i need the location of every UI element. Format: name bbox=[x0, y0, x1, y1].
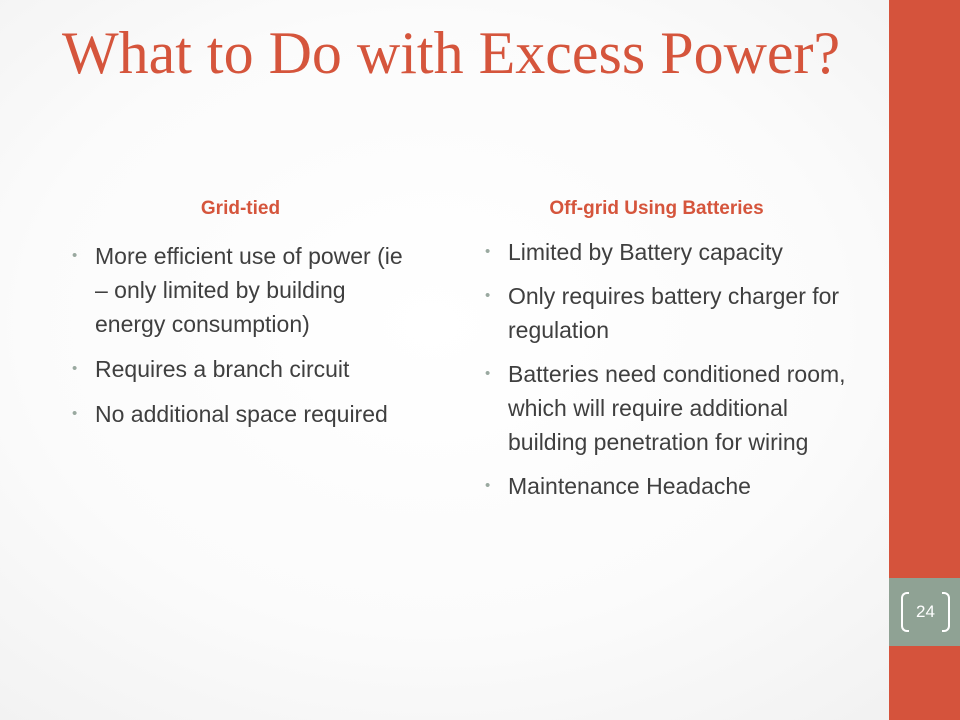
bullet-text: Batteries need conditioned room, which will require additional building penetration for wiring bbox=[508, 361, 846, 455]
bullet-item bbox=[485, 235, 855, 269]
column-heading-grid-tied: Grid-tied bbox=[200, 198, 281, 219]
bullet-item bbox=[485, 469, 855, 503]
bullet-dot-icon: • bbox=[485, 243, 491, 260]
bullet-text: Limited by Battery capacity bbox=[508, 239, 783, 265]
slide-title: What to Do with Excess Power? bbox=[62, 20, 841, 86]
bullet-text: Requires a branch circuit bbox=[95, 356, 350, 382]
bullet-dot-icon: • bbox=[485, 287, 491, 304]
column-heading-off-grid: Off-grid Using Batteries bbox=[549, 198, 764, 219]
bullet-dot-icon: • bbox=[485, 477, 491, 494]
bullet-text: Maintenance Headache bbox=[508, 473, 751, 499]
bullet-item bbox=[485, 279, 855, 347]
bullet-dot-icon: • bbox=[72, 405, 78, 422]
bullet-text: Only requires battery charger for regulation bbox=[508, 283, 840, 343]
page-number-bracket-right bbox=[942, 592, 950, 632]
bullet-text: More efficient use of power (ie – only limited by building energy consumption) bbox=[95, 243, 403, 337]
bullet-dot-icon: • bbox=[72, 247, 78, 264]
bullet-item bbox=[72, 239, 412, 341]
off-grid-bullet-list bbox=[485, 235, 855, 513]
bullet-item bbox=[72, 352, 412, 386]
bullet-dot-icon: • bbox=[72, 360, 78, 377]
page-number-bracket-left bbox=[901, 592, 909, 632]
bullet-text: No additional space required bbox=[95, 401, 388, 427]
bullet-dot-icon: • bbox=[485, 365, 491, 382]
bullet-item bbox=[485, 357, 855, 459]
page-number: 24 bbox=[916, 602, 935, 621]
bullet-item bbox=[72, 397, 412, 431]
grid-tied-bullet-list bbox=[72, 239, 412, 442]
